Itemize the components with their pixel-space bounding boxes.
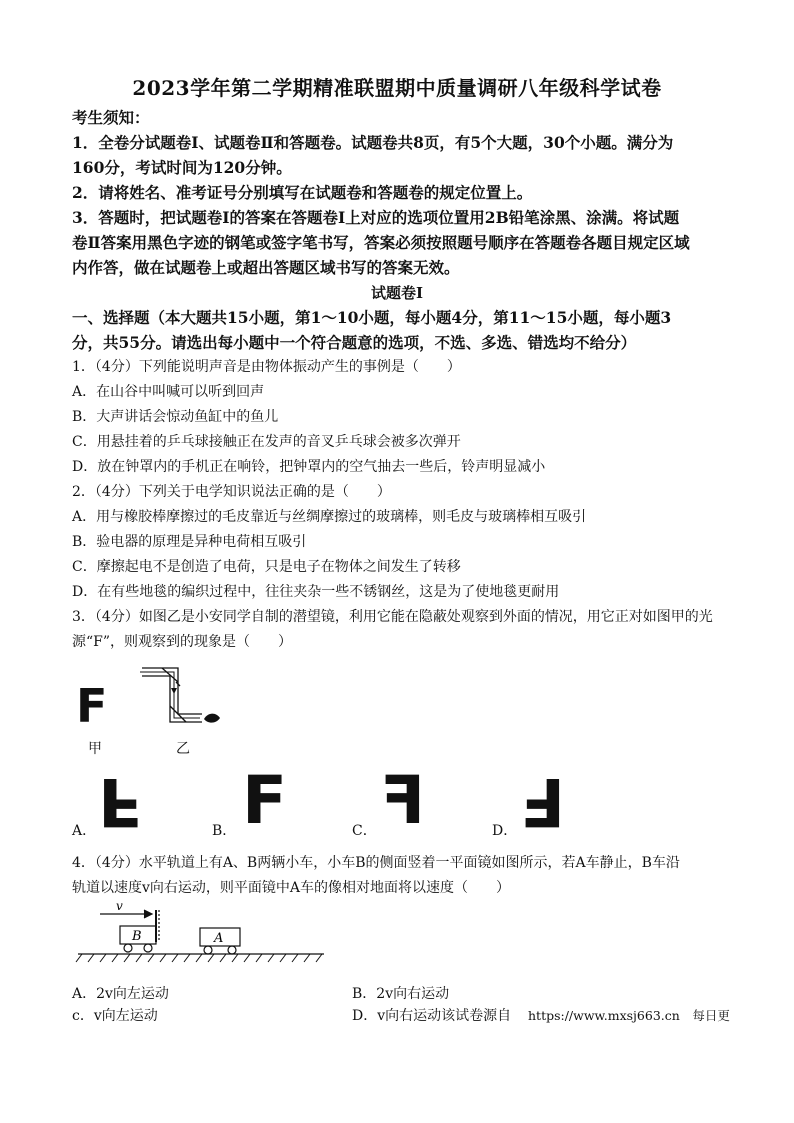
q1-option-c: C．用悬挂着的乒乓球接触正在发声的音叉乒乓球会被多次弹开 bbox=[72, 434, 461, 450]
q3-stem-line-2: 源“F”，则观察到的现象是（ ） bbox=[72, 634, 293, 650]
q2-stem: 2．（4分）下列关于电学知识说法正确的是（ ） bbox=[72, 484, 391, 500]
figure-label-jia: 甲 bbox=[88, 741, 102, 757]
q1-option-d: D．放在钟罩内的手机正在响铃，把钟罩内的空气抽去一些后，铃声明显减小 bbox=[72, 459, 546, 475]
source-watermark: https://www.mxsj663.cn 每日更 bbox=[528, 1008, 730, 1023]
q4-option-c: c．v向左运动 bbox=[72, 1008, 158, 1024]
notice-line-5: 卷Ⅱ答案用黑色字迹的钢笔或签字笔书写，答案必须按照题号顺序在答题卷各题目规定区域 bbox=[72, 233, 690, 252]
q3-option-c-label: C． bbox=[352, 823, 377, 839]
q4-option-d: D．v向右运动该试卷源自 bbox=[352, 1008, 512, 1024]
periscope-figure bbox=[140, 662, 230, 732]
q3-stem-line-1: 3．（4分）如图乙是小安同学自制的潜望镜，利用它能在隐蔽处观察到外面的情况，用它正对如图甲的光 bbox=[72, 609, 713, 625]
q3-option-a-glyph: F bbox=[98, 763, 144, 840]
arrow-down-icon bbox=[171, 688, 177, 694]
q3-option-d-label: D． bbox=[492, 823, 518, 839]
q1-option-b: B．大声讲话会惊动鱼缸中的鱼儿 bbox=[72, 409, 279, 425]
q2-option-d: D．在有些地毯的编织过程中，往往夹杂一些不锈钢丝，这是为了使地毯更耐用 bbox=[72, 584, 560, 600]
light-source-f: F bbox=[76, 679, 108, 733]
carts-figure bbox=[72, 898, 332, 970]
figure-label-yi: 乙 bbox=[176, 741, 190, 757]
velocity-label: v bbox=[116, 899, 123, 913]
q2-option-b: B．验电器的原理是异种电荷相互吸引 bbox=[72, 534, 307, 550]
q4-stem-line-1: 4．（4分）水平轨道上有A、B两辆小车，小车B的侧面竖着一平面镜如图所示，若A车静止，B车沿 bbox=[72, 855, 680, 871]
q3-option-d-glyph: F bbox=[520, 763, 566, 840]
cart-a-label: A bbox=[214, 931, 224, 946]
section-instruction-2: 分，共55分。请选出每小题中一个符合题意的选项，不选、多选、错选均不给分） bbox=[72, 333, 637, 352]
notice-line-3: 2．请将姓名、准考证号分别填写在试题卷和答题卷的规定位置上。 bbox=[72, 183, 533, 202]
notice-line-1: 1．全卷分试题卷Ⅰ、试题卷Ⅱ和答题卷。试题卷共8页，有5个大题，30个小题。满分为 bbox=[72, 133, 674, 152]
section-instruction-1: 一、选择题（本大题共15小题，第1～10小题，每小题4分，第11～15小题，每小题3 bbox=[72, 308, 672, 327]
q1-option-a: A．在山谷中叫喊可以听到回声 bbox=[72, 384, 265, 400]
q3-option-b-label: B． bbox=[212, 823, 237, 839]
section-title: 试题卷Ⅰ bbox=[370, 284, 424, 302]
notice-line-4: 3．答题时，把试题卷Ⅰ的答案在答题卷Ⅰ上对应的选项位置用2B铅笔涂黑、涂满。将试题 bbox=[72, 208, 680, 227]
eye-icon bbox=[204, 714, 220, 723]
q2-option-a: A．用与橡胶棒摩擦过的毛皮靠近与丝绸摩擦过的玻璃棒，则毛皮与玻璃棒相互吸引 bbox=[72, 509, 587, 525]
notice-heading: 考生须知： bbox=[72, 108, 150, 127]
cart-b-label: B bbox=[132, 929, 142, 944]
q4-option-b: B．2v向右运动 bbox=[352, 986, 450, 1002]
q4-option-a: A．2v向左运动 bbox=[72, 986, 169, 1002]
q4-stem-line-2: 轨道以速度v向右运动，则平面镜中A车的像相对地面将以速度（ ） bbox=[72, 880, 511, 896]
q2-option-c: C．摩擦起电不是创造了电荷，只是电子在物体之间发生了转移 bbox=[72, 559, 461, 575]
q3-option-c-glyph: F bbox=[380, 762, 426, 839]
notice-line-2: 160分，考试时间为120分钟。 bbox=[72, 158, 292, 177]
q3-option-a-label: A． bbox=[72, 823, 97, 839]
page-title: 2023学年第二学期精准联盟期中质量调研八年级科学试卷 bbox=[132, 76, 662, 100]
q3-option-b-glyph: F bbox=[242, 762, 288, 839]
q1-stem: 1．（4分）下列能说明声音是由物体振动产生的事例是（ ） bbox=[72, 359, 461, 375]
notice-line-6: 内作答，做在试题卷上或超出答题区域书写的答案无效。 bbox=[72, 258, 460, 277]
